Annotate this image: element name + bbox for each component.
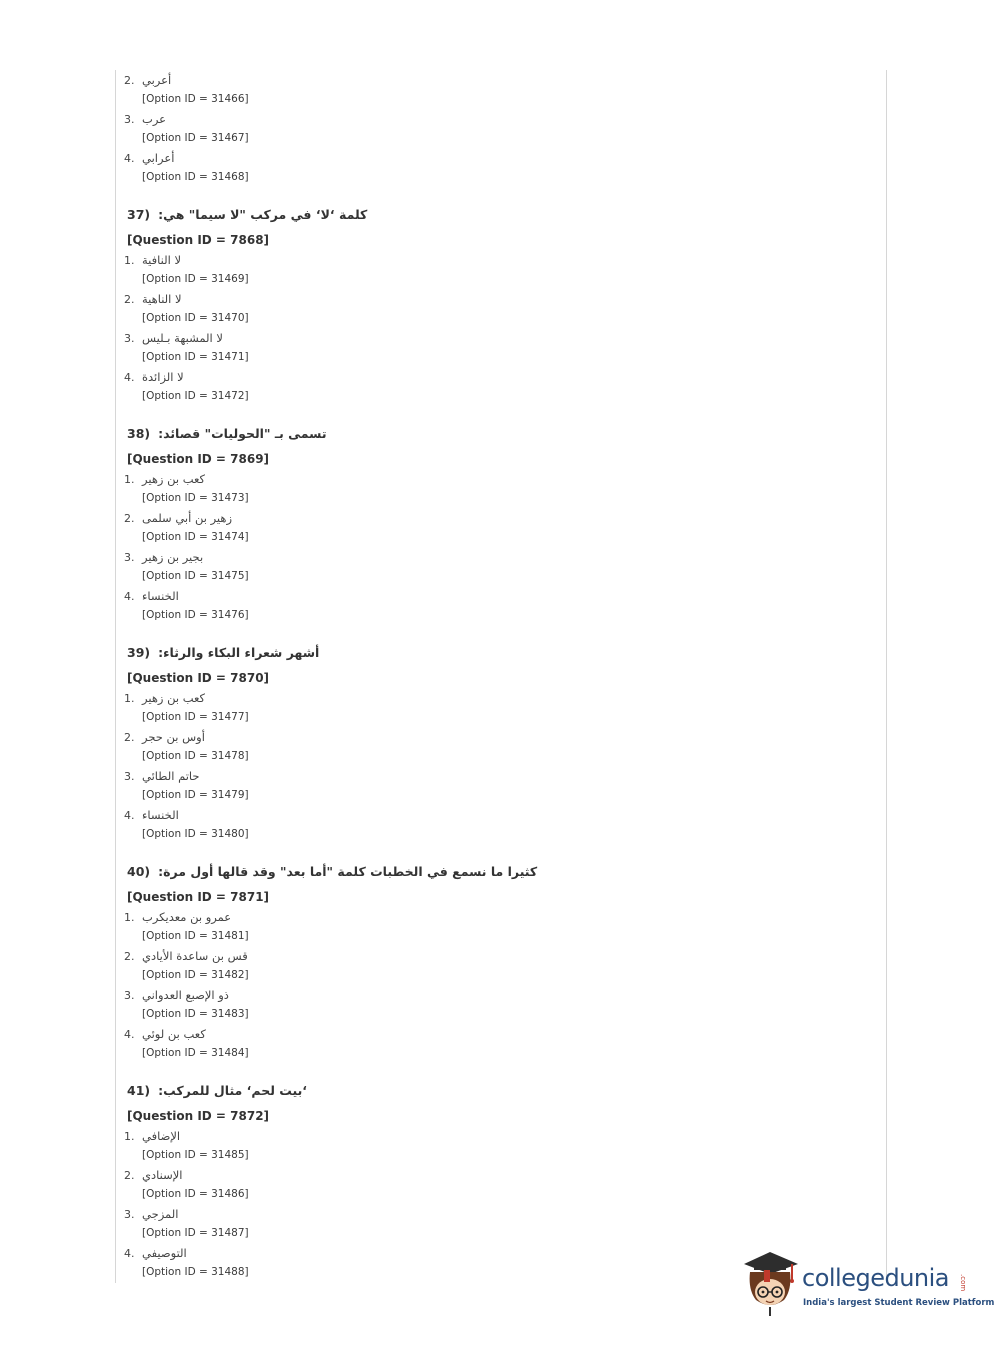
option-number: 3. xyxy=(124,112,135,126)
option-id: [Option ID = 31474] xyxy=(142,531,249,543)
question-text: كثيرا ما نسمع في الخطبات كلمة "أما بعد" وقد قالها أول مرة: xyxy=(158,864,538,879)
option-row xyxy=(124,805,864,825)
option-id: [Option ID = 31487] xyxy=(142,1227,249,1239)
option-id: [Option ID = 31471] xyxy=(142,351,249,363)
logo-name: collegedunia xyxy=(802,1264,950,1292)
question-title xyxy=(124,1080,864,1102)
option-text: المزجي xyxy=(142,1207,179,1221)
question-text: أشهر شعراء البكاء والرثاء: xyxy=(158,645,320,660)
option-text: ذو الإصبع العدواني xyxy=(142,988,229,1002)
option-text: عمرو بن معديكرب xyxy=(142,910,232,924)
question-id: [Question ID = 7871] xyxy=(127,890,270,904)
logo-tagline: India's largest Student Review Platform xyxy=(803,1298,995,1308)
question-number: 38) xyxy=(127,426,151,441)
question-title xyxy=(124,204,864,226)
question-block xyxy=(124,642,864,844)
option-row xyxy=(124,109,864,129)
option-row xyxy=(124,250,864,270)
option-number: 2. xyxy=(124,949,135,963)
option-row xyxy=(124,289,864,309)
option-number: 1. xyxy=(124,910,135,924)
option-number: 4. xyxy=(124,1027,135,1041)
option-id: [Option ID = 31479] xyxy=(142,789,249,801)
option-id: [Option ID = 31476] xyxy=(142,609,249,621)
option-id: [Option ID = 31475] xyxy=(142,570,249,582)
option-id: [Option ID = 31470] xyxy=(142,312,249,324)
option-id: [Option ID = 31486] xyxy=(142,1188,249,1200)
question-number: 37) xyxy=(127,207,151,222)
option-row xyxy=(124,766,864,786)
option-number: 2. xyxy=(124,730,135,744)
option-id: [Option ID = 31483] xyxy=(142,1008,249,1020)
option-row xyxy=(124,70,864,90)
option-row xyxy=(124,547,864,567)
question-title xyxy=(124,861,864,883)
option-text: حاتم الطائي xyxy=(142,769,200,783)
option-id: [Option ID = 31477] xyxy=(142,711,249,723)
option-number: 2. xyxy=(124,292,135,306)
option-id: [Option ID = 31466] xyxy=(142,93,249,105)
option-text: لا الناهية xyxy=(142,292,182,306)
question-id: [Question ID = 7872] xyxy=(127,1109,270,1123)
option-text: الإضافي xyxy=(142,1129,181,1143)
question-block xyxy=(124,204,864,406)
option-row xyxy=(124,1126,864,1146)
question-text: كلمة ‘لا‘ في مركب "لا سيما" هي: xyxy=(158,207,368,222)
option-row xyxy=(124,985,864,1005)
option-number: 4. xyxy=(124,370,135,384)
option-number: 3. xyxy=(124,550,135,564)
option-text: الخنساء xyxy=(142,808,179,822)
option-text: أعرابي xyxy=(142,151,175,165)
question-block xyxy=(124,861,864,1063)
question-text: تسمى بـ "الحوليات" قصائد: xyxy=(158,426,327,441)
option-text: كعب بن لوئي xyxy=(142,1027,206,1041)
option-number: 4. xyxy=(124,589,135,603)
option-number: 1. xyxy=(124,1129,135,1143)
option-number: 4. xyxy=(124,1246,135,1260)
option-row xyxy=(124,367,864,387)
option-row xyxy=(124,469,864,489)
option-text: أوس بن حجر xyxy=(142,730,205,744)
option-number: 2. xyxy=(124,1168,135,1182)
option-row xyxy=(124,946,864,966)
option-text: التوصيفي xyxy=(142,1246,187,1260)
option-id: [Option ID = 31468] xyxy=(142,171,249,183)
option-text: قس بن ساعدة الأيادي xyxy=(142,949,248,963)
option-text: كعب بن زهير xyxy=(142,472,206,486)
option-text: أعربي xyxy=(142,73,172,87)
continued-options xyxy=(124,70,864,187)
option-text: الخنساء xyxy=(142,589,179,603)
option-id: [Option ID = 31482] xyxy=(142,969,249,981)
option-row xyxy=(124,1024,864,1044)
question-text: ‘بيت لحم‘ مثال للمركب: xyxy=(158,1083,308,1098)
question-id: [Question ID = 7868] xyxy=(127,233,270,247)
option-row xyxy=(124,586,864,606)
option-id: [Option ID = 31473] xyxy=(142,492,249,504)
question-number: 40) xyxy=(127,864,151,879)
option-row xyxy=(124,907,864,927)
option-number: 3. xyxy=(124,1207,135,1221)
option-id: [Option ID = 31480] xyxy=(142,828,249,840)
question-id: [Question ID = 7870] xyxy=(127,671,270,685)
question-title xyxy=(124,423,864,445)
option-number: 2. xyxy=(124,511,135,525)
option-id: [Option ID = 31488] xyxy=(142,1266,249,1278)
option-row xyxy=(124,1165,864,1185)
mascot-icon xyxy=(740,1250,800,1320)
option-number: 4. xyxy=(124,151,135,165)
question-number: 39) xyxy=(127,645,151,660)
option-id: [Option ID = 31469] xyxy=(142,273,249,285)
option-text: لا الزائدة xyxy=(142,370,184,384)
option-id: [Option ID = 31467] xyxy=(142,132,249,144)
option-number: 3. xyxy=(124,769,135,783)
option-text: لا المشبهة بـليس xyxy=(142,331,223,345)
option-id: [Option ID = 31481] xyxy=(142,930,249,942)
option-id: [Option ID = 31478] xyxy=(142,750,249,762)
option-id: [Option ID = 31472] xyxy=(142,390,249,402)
question-number: 41) xyxy=(127,1083,151,1098)
collegedunia-logo[interactable] xyxy=(740,1250,995,1320)
option-text: بجير بن زهير xyxy=(142,550,204,564)
option-number: 3. xyxy=(124,988,135,1002)
option-text: كعب بن زهير xyxy=(142,691,206,705)
option-number: 1. xyxy=(124,691,135,705)
option-text: عرب xyxy=(142,112,167,126)
option-text: الإسنادي xyxy=(142,1168,183,1182)
option-number: 1. xyxy=(124,253,135,267)
option-number: 4. xyxy=(124,808,135,822)
option-number: 2. xyxy=(124,73,135,87)
option-text: لا النافية xyxy=(142,253,182,267)
question-block xyxy=(124,423,864,625)
option-row xyxy=(124,328,864,348)
document-content xyxy=(124,70,864,1282)
option-row xyxy=(124,1204,864,1224)
option-row xyxy=(124,727,864,747)
logo-suffix: .com xyxy=(959,1274,967,1292)
option-row xyxy=(124,508,864,528)
question-id: [Question ID = 7869] xyxy=(127,452,270,466)
option-id: [Option ID = 31485] xyxy=(142,1149,249,1161)
option-number: 1. xyxy=(124,472,135,486)
option-row xyxy=(124,688,864,708)
question-title xyxy=(124,642,864,664)
option-text: زهير بن أبي سلمى xyxy=(142,511,233,525)
option-row xyxy=(124,148,864,168)
option-number: 3. xyxy=(124,331,135,345)
option-id: [Option ID = 31484] xyxy=(142,1047,249,1059)
